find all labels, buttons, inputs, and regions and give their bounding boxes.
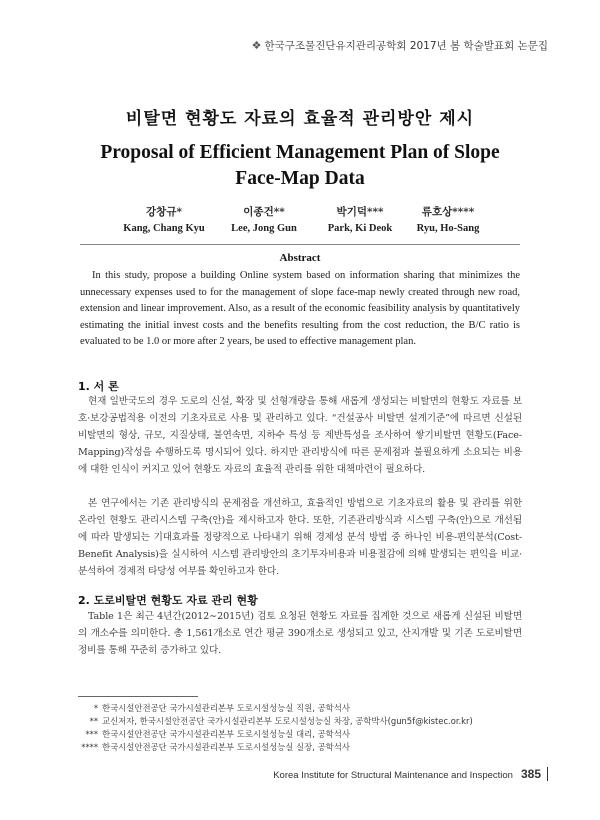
bullet-icon: ❖ <box>251 39 262 52</box>
footnote-text: 교신저자, 한국시설안전공단 국가시설관리본부 도로시설성능실 차장, 공학박사(gun5f@kistec.or.kr) <box>102 716 473 726</box>
footer-journal: Korea Institute for Structural Maintenance and Inspection <box>273 770 513 781</box>
author-name-korean: 류호상**** <box>421 206 475 218</box>
running-header <box>252 38 548 53</box>
footnote <box>78 715 538 728</box>
section-1-heading: 1. 서 론 <box>78 380 119 393</box>
author-name-korean: 이종건** <box>243 206 285 218</box>
section-1-paragraph-2: 본 연구에서는 기존 관리방식의 문제점을 개선하고, 효율적인 방법으로 기초자료의 활용 및 관리를 위한 온라인 현황도 관리시스템 구축(안)을 제시하고자 한다. 또한, 기존관리방식과 시스템 구축(안)으로 개선됨에 따라 발생되는 기대효과를 정량적으로 나타내기 위해 경제성 분석 방법 중 하나인 비용-편익분석(Cost-Benefit Analysis)을 실시하여 시스템 관리방안의 초기투자비용과 비용절감에 의해 발생되는 편익을 비교·분석하여 경제적 타당성 여부를 확인하고자 한다. <box>78 498 522 577</box>
author-name-english: Kang, Chang Kyu <box>123 223 205 234</box>
footnote <box>78 702 538 715</box>
author-name-korean: 박기덕*** <box>336 206 384 218</box>
footnote-mark: **** <box>81 742 98 752</box>
section-2-heading: 2. 도로비탈면 현황도 자료 관리 현황 <box>78 594 258 607</box>
english-title-line-2: Face-Map Data <box>235 168 365 189</box>
author-4 <box>388 204 508 234</box>
header-text: 한국구조물진단유지관리공학회 2017년 봄 학술발표회 논문집 <box>264 40 548 52</box>
footnote-text: 한국시설안전공단 국가시설관리본부 도로시설성능실 실장, 공학석사 <box>102 742 350 752</box>
section-1-paragraph-1: 현재 일반국도의 경우 도로의 신설, 확장 및 선형개량을 통해 새롭게 생성되는 비탈면의 현황도 자료를 보호·보강공법적용 이전의 기초자료로 사용 및 관리하고 있다. “건설공사 비탈면 설계기준”에 따르면 신설된 비탈면의 형상, 규모, 지질상태, 불연속면, 지하수 특성 등 제반특성을 조사하여 쌓기비탈면 현황도(Face-Mapping)작성을 수행하도록 명시되어 있다. 하지만 관리방식에 따른 문제점과 불필요하게 소요되는 비용에 대한 인식이 커지고 있어 현황도 자료의 효율적 관리를 위한 대책마련이 필요하다. <box>78 396 522 475</box>
korean-title: 비탈면 현황도 자료의 효율적 관리방안 제시 <box>125 109 475 129</box>
footnote-text: 한국시설안전공단 국가시설관리본부 도로시설성능실 직원, 공학석사 <box>102 703 350 713</box>
author-name-english: Ryu, Ho-Sang <box>416 223 480 234</box>
footnote <box>78 728 538 741</box>
footnote-text: 한국시설안전공단 국가시설관리본부 도로시설성능실 대리, 공학석사 <box>102 729 350 739</box>
footnote <box>78 741 538 754</box>
abstract-heading: Abstract <box>279 252 321 264</box>
page-number: 385 <box>521 767 548 781</box>
author-name-korean: 강창규* <box>146 206 182 218</box>
footnote-divider <box>78 696 198 697</box>
footnotes <box>78 702 538 754</box>
section-2-paragraph-1: Table 1은 최근 4년간(2012∼2015년) 검토 요청된 현황도 자료를 집계한 것으로 새롭게 신설된 비탈면의 개소수를 의미한다. 총 1,561개소로 연간 평균 390개소로 생성되고 있고, 산지개발 및 기존 도로비탈면 정비를 통해 꾸준히 증가하고 있다. <box>78 611 522 656</box>
english-title <box>60 140 540 192</box>
title-divider <box>80 244 520 245</box>
page-footer <box>273 767 548 781</box>
footnote-mark: ** <box>89 716 98 726</box>
footnote-mark: * <box>93 703 98 713</box>
abstract-text: In this study, propose a building Online system based on information sharing that minimizes the unnecessary expenses used to for the management of slope face-map newly created through new road, extension and linear improvement. Also, as a result of the economic feasibility analysis by quantitatively estimating the initial invest costs and the benefits resulting from the cost reduction, the B/C ratio is evaluated to be 1.0 or more after 2 years, be used to effective management plan. <box>80 270 520 347</box>
english-title-line-1: Proposal of Efficient Management Plan of Slope <box>100 142 500 163</box>
footnote-mark: *** <box>85 729 98 739</box>
author-name-english: Park, Ki Deok <box>327 223 393 234</box>
author-name-english: Lee, Jong Gun <box>231 223 297 234</box>
